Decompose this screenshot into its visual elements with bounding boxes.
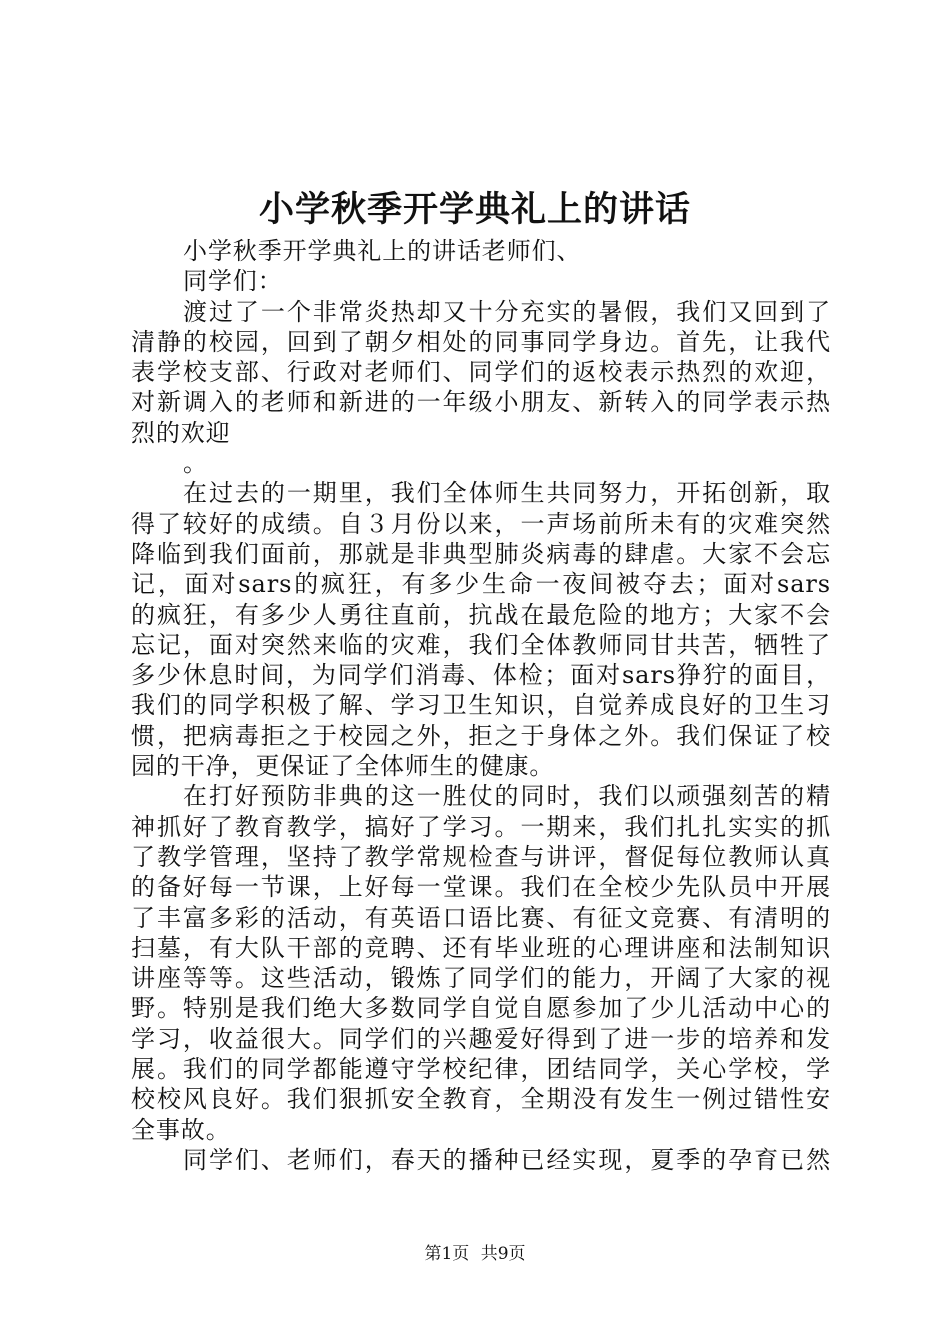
text-line: 记，面对sars的疯狂，有多少生命一夜间被夺去；面对sars — [131, 570, 831, 599]
text-line: 对新调入的老师和新进的一年级小朋友、新转入的同学表示热 — [131, 388, 831, 417]
text-line: 忘记，面对突然来临的灾难，我们全体教师同甘共苦，牺牲了 — [131, 630, 831, 659]
text-line: 小学秋季开学典礼上的讲话老师们、 — [183, 237, 582, 265]
text-line: 清静的校园，回到了朝夕相处的同事同学身边。首先，让我代 — [131, 327, 831, 356]
document-body — [131, 236, 831, 1175]
text-line: 表学校支部、行政对老师们、同学们的返校表示热烈的欢迎， — [131, 358, 831, 387]
document-title: 小学秋季开学典礼上的讲话 — [258, 189, 691, 230]
text-line: 在打好预防非典的这一胜仗的同时，我们以顽强刻苦的精 — [183, 782, 831, 811]
text-line: 同学们、老师们，春天的播种已经实现，夏季的孕育已然 — [183, 1145, 831, 1174]
text-line: 得了较好的成绩。自３月份以来，一声场前所未有的灾难突然 — [131, 509, 831, 538]
text-line: 渡过了一个非常炎热却又十分充实的暑假，我们又回到了 — [183, 297, 831, 326]
text-line: 多少休息时间，为同学们消毒、体检；面对sars狰狞的面目， — [131, 661, 831, 690]
text-line: 全事故。 — [131, 1115, 231, 1144]
page-footer — [0, 1243, 950, 1265]
text-line: 的备好每一节课，上好每一堂课。我们在全校少先队员中开展 — [131, 873, 831, 902]
text-line: 学习，收益很大。同学们的兴趣爱好得到了进一步的培养和发 — [131, 1024, 831, 1053]
text-line: 同学们： — [183, 267, 283, 296]
text-line: 我们的同学积极了解、学习卫生知识，自觉养成良好的卫生习 — [131, 691, 831, 720]
text-line: 野。特别是我们绝大多数同学自觉自愿参加了少儿活动中心的 — [131, 994, 831, 1023]
text-line: 。 — [183, 449, 208, 478]
text-line: 在过去的一期里，我们全体师生共同努力，开拓创新，取 — [183, 479, 831, 508]
text-line: 讲座等等。这些活动，锻炼了同学们的能力，开阔了大家的视 — [131, 964, 831, 993]
text-line: 校校风良好。我们狠抓安全教育，全期没有发生一例过错性安 — [131, 1085, 831, 1114]
text-line: 展。我们的同学都能遵守学校纪律，团结同学，关心学校，学 — [131, 1055, 831, 1084]
page-number: 第1页 — [424, 1244, 470, 1264]
text-line: 的疯狂，有多少人勇往直前，抗战在最危险的地方；大家不会 — [131, 600, 831, 629]
page-total: 共9页 — [480, 1244, 526, 1264]
text-line: 烈的欢迎 — [131, 418, 231, 447]
text-line: 扫墓，有大队干部的竞聘、还有毕业班的心理讲座和法制知识 — [131, 933, 831, 962]
text-line: 了丰富多彩的活动，有英语口语比赛、有征文竞赛、有清明的 — [131, 903, 831, 932]
text-line: 神抓好了教育教学，搞好了学习。一期来，我们扎扎实实的抓 — [131, 812, 831, 841]
text-line: 了教学管理，坚持了教学常规检查与讲评，督促每位教师认真 — [131, 842, 831, 871]
text-line: 园的干净，更保证了全体师生的健康。 — [131, 752, 555, 781]
text-line: 降临到我们面前，那就是非典型肺炎病毒的肆虐。大家不会忘 — [131, 539, 831, 568]
text-line: 惯，把病毒拒之于校园之外，拒之于身体之外。我们保证了校 — [131, 721, 831, 750]
